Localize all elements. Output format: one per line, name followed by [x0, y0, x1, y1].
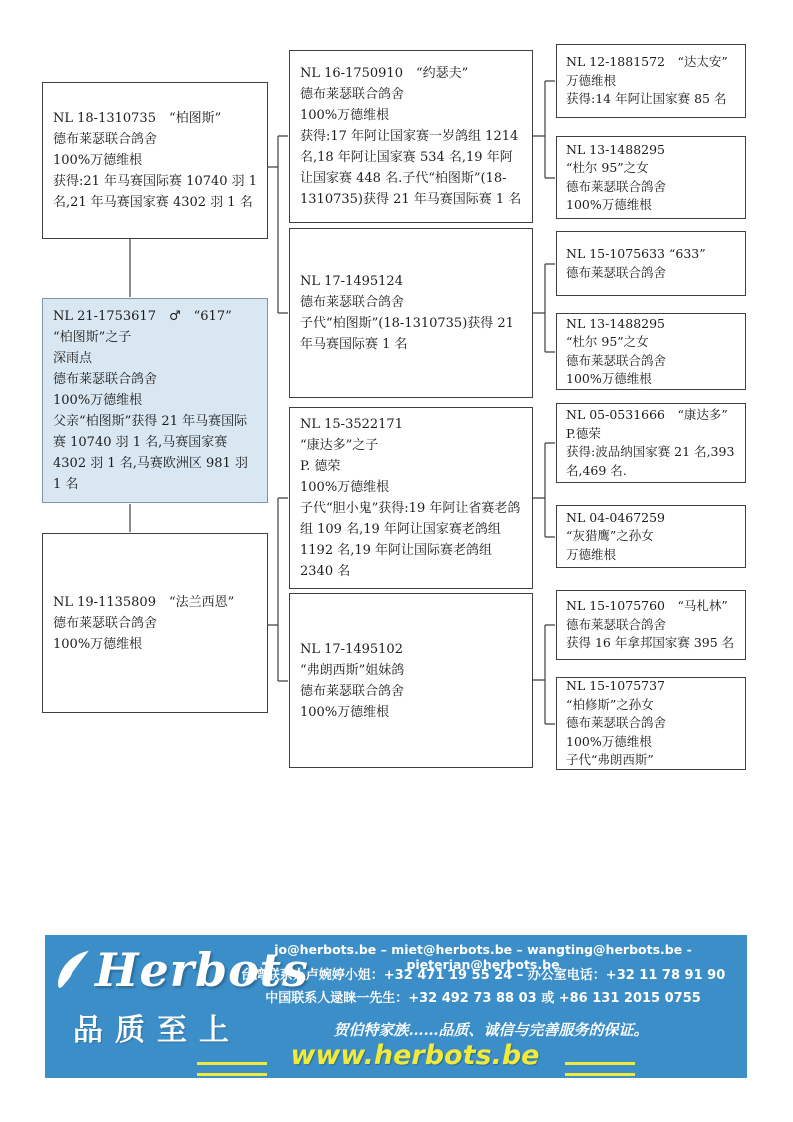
- pedigree-box-greatgrandparent-6: [556, 505, 746, 568]
- quality-slogan-cn: 品质至上: [73, 1013, 241, 1048]
- box-line: NL 15-3522171: [300, 417, 403, 432]
- box-line: “弗朗西斯”姐妹鸽: [300, 662, 405, 678]
- box-line: NL 15-1075737: [566, 678, 666, 694]
- box-line: 100%万德维根: [566, 371, 652, 386]
- box-line: 100%万德维根: [53, 393, 143, 408]
- box-line: “柏修斯”之孙女: [566, 696, 654, 712]
- box-line: P.德荣: [566, 425, 601, 441]
- pedigree-box-grandsire-paternal: [289, 50, 533, 223]
- box-line: 德布莱瑟联合鸽舍: [53, 372, 158, 387]
- box-line: “灰猎鹰”之孙女: [566, 528, 654, 544]
- yellow-double-line-left: [197, 1062, 267, 1076]
- box-line: 德布莱瑟联合鸽舍: [566, 715, 667, 731]
- herbots-logo-text: Herbots: [95, 943, 309, 997]
- box-line: 德布莱瑟联合鸽舍: [53, 132, 158, 147]
- box-line: 德布莱瑟联合鸽舍: [300, 87, 405, 102]
- pedigree-box-greatgrandparent-7: [556, 590, 746, 660]
- pedigree-box-greatgrandparent-3: [556, 231, 746, 296]
- feather-icon: [50, 949, 96, 991]
- contact-emails: jo@herbots.be – miet@herbots.be – wangting@herbots.be - pieterjan@herbots.be: [274, 942, 692, 972]
- box-line: NL 05-0531666 “康达多”: [566, 407, 728, 422]
- box-line: 德布莱瑟联合鸽舍: [300, 295, 405, 310]
- pedigree-box-granddam-maternal: [289, 593, 533, 768]
- pedigree-box-subject: [42, 298, 268, 503]
- pedigree-box-greatgrandparent-5: [556, 403, 746, 483]
- contact-china-line: 中国联系人逯睐一先生：+32 492 73 88 03 或 +86 131 2015 0755: [265, 991, 701, 1006]
- box-line: 德布莱瑟联合鸽舍: [300, 683, 405, 699]
- box-line: NL 04-0467259: [566, 509, 666, 525]
- box-line: NL 18-1310735 “柏图斯”: [53, 111, 222, 126]
- box-line: 父亲“柏图斯”获得 21 年马赛国际赛 10740 羽 1 名,马赛国家赛 4302 羽 1 名,马赛欧洲区 981 羽 1 名: [53, 414, 248, 492]
- pedigree-box-mother: [42, 533, 268, 713]
- box-line: NL 13-1488295: [566, 141, 666, 157]
- box-line: 德布莱瑟联合鸽舍: [566, 616, 667, 632]
- box-line: 德布莱瑟联合鸽舍: [566, 352, 667, 368]
- box-line: 100%万德维根: [300, 480, 390, 495]
- box-line: NL 13-1488295: [566, 315, 666, 331]
- pedigree-box-greatgrandparent-1: [556, 44, 746, 118]
- box-line: 100%万德维根: [53, 636, 143, 652]
- box-line: “杜尔 95”之女: [566, 334, 649, 349]
- box-line: “杜尔 95”之女: [566, 160, 649, 175]
- pedigree-box-greatgrandparent-8: [556, 677, 746, 770]
- pedigree-box-greatgrandparent-2: [556, 136, 746, 219]
- box-line: 100%万德维根: [566, 197, 652, 212]
- box-line: NL 16-1750910 “约瑟夫”: [300, 66, 469, 81]
- box-line: 万德维根: [566, 72, 617, 88]
- box-line: 深雨点: [53, 351, 93, 366]
- box-line: 100%万德维根: [566, 733, 652, 749]
- family-guarantee-slogan: 贺伯特家族……品质、诚信与完善服务的保证。: [333, 1021, 649, 1039]
- box-line: 德布莱瑟联合鸽舍: [566, 264, 667, 280]
- box-line: 获得 16 年拿邦国家赛 395 名: [566, 635, 735, 651]
- box-line: NL 12-1881572 “达太安”: [566, 54, 728, 70]
- box-line: NL 19-1135809 “法兰西恩”: [53, 594, 235, 610]
- yellow-double-line-right: [565, 1062, 635, 1076]
- box-line: NL 21-1753617 ♂ “617”: [53, 309, 232, 324]
- pedigree-box-father: [42, 82, 268, 239]
- box-line: “柏图斯”之子: [53, 330, 132, 345]
- box-line: 获得:21 年马赛国际赛 10740 羽 1 名,21 年马赛国家赛 4302 羽 1 名: [53, 174, 258, 210]
- website-url: www.herbots.be: [290, 1040, 540, 1071]
- box-line: NL 15-1075760 “马札林”: [566, 598, 728, 614]
- box-line: 子代“柏图斯”(18-1310735)获得 21 年马赛国际赛 1 名: [300, 316, 514, 352]
- box-line: P. 德荣: [300, 459, 341, 474]
- pedigree-box-granddam-paternal: [289, 228, 533, 398]
- box-line: 100%万德维根: [300, 704, 390, 720]
- box-line: 德布莱瑟联合鸽舍: [53, 615, 158, 631]
- footer-banner: [45, 935, 747, 1078]
- box-line: 100%万德维根: [53, 153, 143, 168]
- box-line: NL 17-1495124: [300, 274, 403, 289]
- box-line: NL 17-1495102: [300, 641, 403, 657]
- box-line: 获得:14 年阿让国家赛 85 名: [566, 91, 727, 107]
- box-line: 子代“弗朗西斯”: [566, 752, 654, 768]
- box-line: 获得:波品纳国家赛 21 名,393 名,469 名.: [566, 444, 735, 478]
- pedigree-box-greatgrandparent-4: [556, 313, 746, 390]
- box-line: 100%万德维根: [300, 108, 390, 123]
- box-line: 子代“胆小鬼”获得:19 年阿让省赛老鸽组 109 名,19 年阿让国家赛老鸽组 1192 名,19 年阿让国际赛老鸽组 2340 名: [300, 501, 521, 579]
- box-line: 德布莱瑟联合鸽舍: [566, 178, 667, 194]
- pedigree-box-grandsire-maternal: [289, 407, 533, 589]
- box-line: 万德维根: [566, 546, 617, 562]
- box-line: 获得:17 年阿让国家赛一岁鸽组 1214 名,18 年阿让国家赛 534 名,19 年阿让国家赛 448 名.子代“柏图斯”(18-1310735)获得 21 年马赛国际赛 1 名: [300, 129, 522, 207]
- box-line: NL 15-1075633 “633”: [566, 246, 706, 261]
- box-line: “康达多”之子: [300, 438, 379, 453]
- contact-taiwan-line: 台湾联系人卢婉婷小姐：+32 471 19 55 24 – 办公室电话：+32 11 78 91 90: [240, 968, 726, 983]
